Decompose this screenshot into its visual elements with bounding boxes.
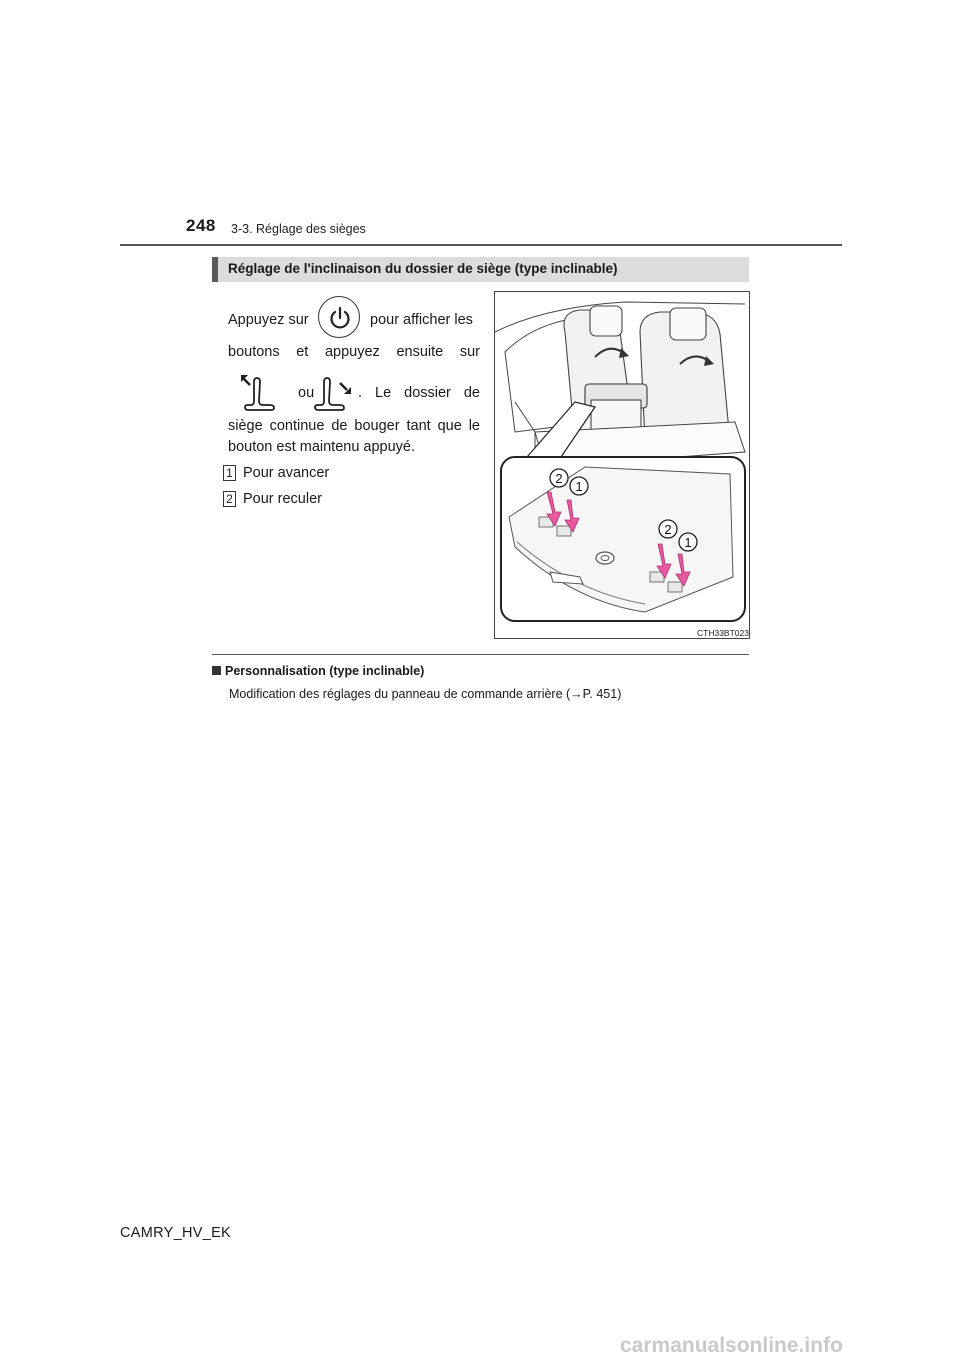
callout-2-right: 2: [664, 522, 672, 537]
note-title-text: Personnalisation (type inclinable): [225, 664, 425, 678]
section-heading: [212, 257, 749, 282]
square-bullet-icon: [212, 666, 221, 675]
watermark: carmanualsonline.info: [620, 1334, 843, 1357]
callout-1-left: 1: [575, 479, 583, 494]
note-text: Modification des réglages du panneau de commande arrière (→P. 451): [229, 687, 622, 701]
body-line-3-end: . Le dossier de: [358, 385, 480, 401]
note-divider: [212, 654, 749, 655]
rear-seat-illustration: [494, 291, 750, 639]
footer-model: CAMRY_HV_EK: [120, 1225, 232, 1241]
callout-1-right: 1: [684, 535, 692, 550]
section-title: 3-3. Réglage des sièges: [231, 222, 366, 236]
seat-recline-forward-icon: [240, 372, 278, 412]
illustration-code: CTH33BT023: [697, 628, 749, 638]
body-line-4: siège continue de bouger tant que le: [228, 418, 480, 434]
power-button-icon: [318, 296, 360, 338]
body-line-5: bouton est maintenu appuyé.: [228, 439, 416, 455]
page-number: 248: [186, 216, 216, 235]
list-item-recline: Pour reculer: [243, 491, 322, 507]
callout-2-left: 2: [555, 471, 563, 486]
body-line-3-ou: ou: [298, 385, 315, 401]
body-line-1-end: pour afficher les: [370, 312, 473, 328]
seat-recline-backward-icon: [314, 372, 352, 412]
list-number-1: 1: [223, 465, 236, 481]
body-line-1-start: Appuyez sur: [228, 312, 309, 328]
list-number-2: 2: [223, 491, 236, 507]
header-divider: [120, 244, 842, 246]
section-heading-text: Réglage de l'inclinaison du dossier de siège (type inclinable): [228, 261, 618, 276]
note-title: [212, 664, 424, 678]
list-item-advance: Pour avancer: [243, 465, 330, 481]
body-line-2: boutons et appuyez ensuite sur: [228, 344, 480, 360]
